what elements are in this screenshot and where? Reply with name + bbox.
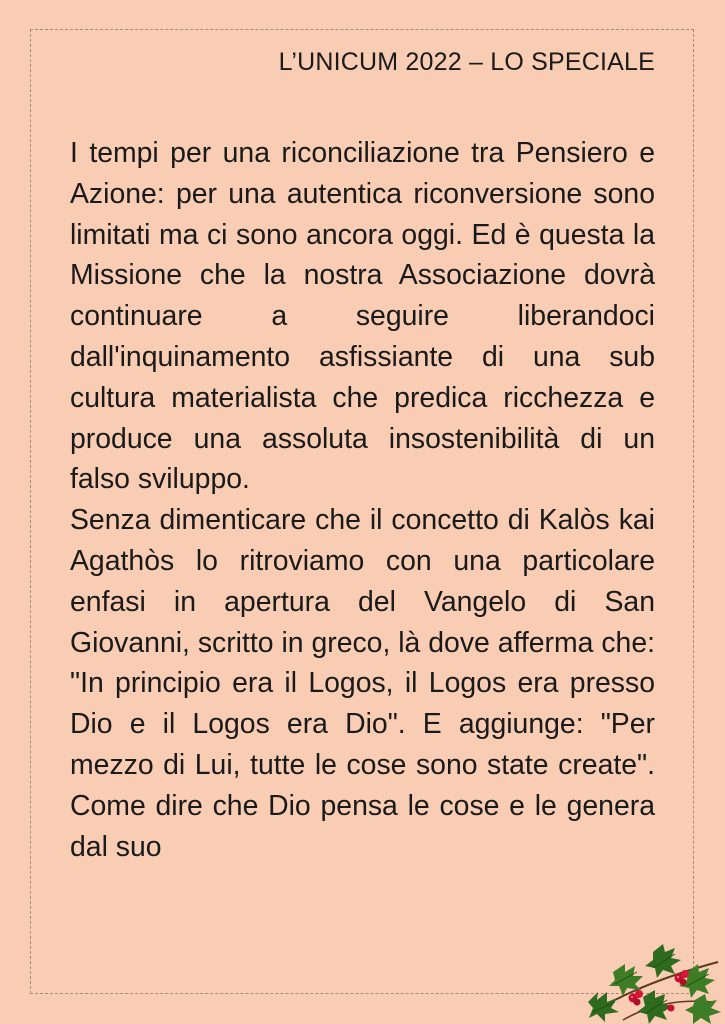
holly-sprig-icon (583, 942, 725, 1024)
article-body (70, 133, 655, 867)
paragraph-1: I tempi per una riconciliazione tra Pensiero e Azione: per una autentica riconversione sono limitati ma ci sono ancora oggi. Ed è questa la Missione che la nostra Associazione dovrà continuare a seguire liberandoci dall'inquinamento asfissiante di una sub cultura materialista che predica ricchezza e produce una assoluta insostenibilità di un falso sviluppo. (70, 137, 655, 496)
paragraph-2: Senza dimenticare che il concetto di Kalòs kai Agathòs lo ritroviamo con una particolare enfasi in apertura del Vangelo di San Giovanni, scritto in greco, là dove afferma che: "In principio era il Logos, il Logos era presso Dio e il Logos era Dio". E aggiunge: "Per mezzo di Lui, tutte le cose sono state create". Come dire che Dio pensa le cose e le genera dal suo (70, 504, 655, 863)
page-header: L’UNICUM 2022 – LO SPECIALE (278, 48, 655, 76)
